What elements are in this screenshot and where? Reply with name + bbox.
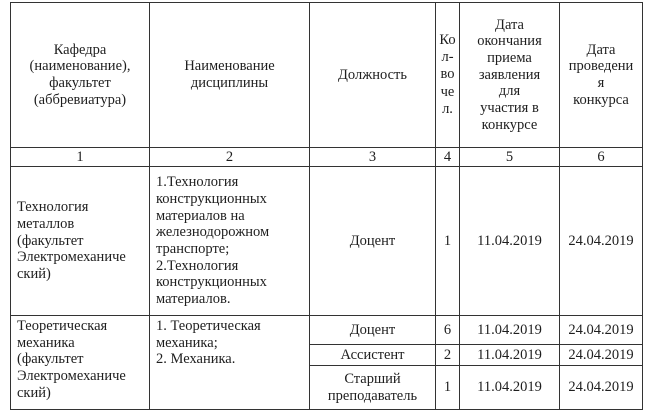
header-deadline: Дата окончания приема заявления для участия в конкурсе [460, 3, 560, 148]
contest-date-cell: 24.04.2019 [560, 366, 643, 410]
deadline-cell: 11.04.2019 [460, 345, 560, 366]
deadline-cell: 11.04.2019 [460, 366, 560, 410]
count-cell: 1 [436, 167, 460, 316]
contest-date-cell: 24.04.2019 [560, 316, 643, 345]
column-number: 1 [11, 148, 150, 167]
header-position: Должность [310, 3, 436, 148]
header-discipline: Наименование дисциплины [150, 3, 310, 148]
column-number: 2 [150, 148, 310, 167]
discipline-cell: 1.Технология конструкционных материалов на железнодорожном транспорте; 2.Технология конструкционных материалов. [150, 167, 310, 316]
column-number-row [11, 148, 643, 167]
header-count: Ко л- во че л. [436, 3, 460, 148]
deadline-cell: 11.04.2019 [460, 167, 560, 316]
position-cell: Доцент [310, 316, 436, 345]
header-row [11, 3, 643, 148]
count-cell: 6 [436, 316, 460, 345]
department-cell: Теоретическая механика (факультет Электромеханиче ский) [11, 316, 150, 410]
column-number: 3 [310, 148, 436, 167]
department-cell: Технология металлов (факультет Электромеханиче ский) [11, 167, 150, 316]
position-cell: Старший преподаватель [310, 366, 436, 410]
header-contest-date: Дата проведени я конкурса [560, 3, 643, 148]
table-row [11, 316, 643, 345]
column-number: 6 [560, 148, 643, 167]
deadline-cell: 11.04.2019 [460, 316, 560, 345]
table-row [11, 167, 643, 316]
column-number: 5 [460, 148, 560, 167]
column-number: 4 [436, 148, 460, 167]
count-cell: 2 [436, 345, 460, 366]
position-cell: Доцент [310, 167, 436, 316]
contest-date-cell: 24.04.2019 [560, 345, 643, 366]
header-department: Кафедра (наименование), факультет (аббревиатура) [11, 3, 150, 148]
position-cell: Ассистент [310, 345, 436, 366]
vacancy-table [10, 2, 643, 410]
contest-date-cell: 24.04.2019 [560, 167, 643, 316]
discipline-cell: 1. Теоретическая механика; 2. Механика. [150, 316, 310, 410]
count-cell: 1 [436, 366, 460, 410]
